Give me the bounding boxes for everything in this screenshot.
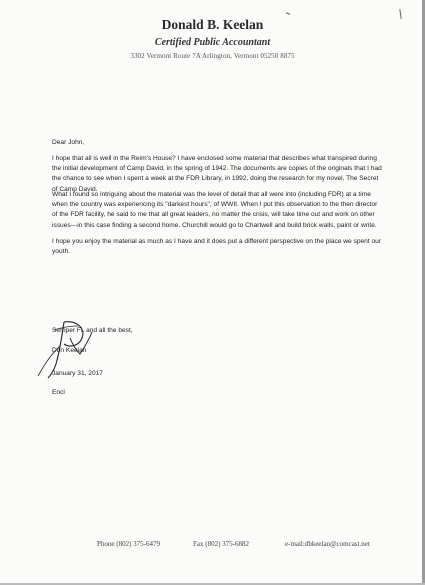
handwritten-signature: [34, 318, 104, 380]
letterhead-title: Certified Public Accountant: [154, 37, 271, 48]
footer-fax: Fax (802) 375-6882: [193, 540, 249, 548]
letter-paragraph: What I found so intriguing about the material was the level of detail that all were into (including FDR) at a time when the country was experiencing its "darkest hours", of WWII. When I put this observation to the then director of the FDR facility, he said to me that all great leaders, no matter the crisis, will take time out and work on other issues---in this case finding a second home. Churchill would go to Chartwell and build brick walls, paint or write.: [52, 191, 378, 229]
footer-email: e-mail:dbkeelan@comcast.net: [285, 540, 370, 548]
signer-name: Don Keelan: [52, 347, 87, 354]
letterhead-name: Donald B. Keelan: [161, 17, 264, 32]
letter-paragraph: I hope that all is well in the Reim's House? I have enclosed some material that describes what transpired during the initial development of Camp David, in the spring of 1942. The documents are copies of the originals that I had the chance to see when I spent a week at the FDR Library, in 1992, doing the research for my novel, The Secret of Camp David.: [52, 155, 382, 193]
letter-date: January 31, 2017: [52, 370, 103, 377]
enclosure-note: Encl: [52, 389, 65, 396]
closing: Semper Fi, and all the best,: [52, 327, 133, 334]
letter-paragraph: I hope you enjoy the material as much as I have and it does put a different perspective on the place we spent our youth.: [52, 238, 382, 256]
footer-phone: Phone (802) 375-6479: [97, 540, 160, 548]
salutation: Dear John,: [52, 139, 85, 146]
scan-mark: [286, 12, 290, 15]
letterhead-address: 3302 Vermont Route 7A Arlington, Vermont 05250 8875: [130, 52, 295, 60]
